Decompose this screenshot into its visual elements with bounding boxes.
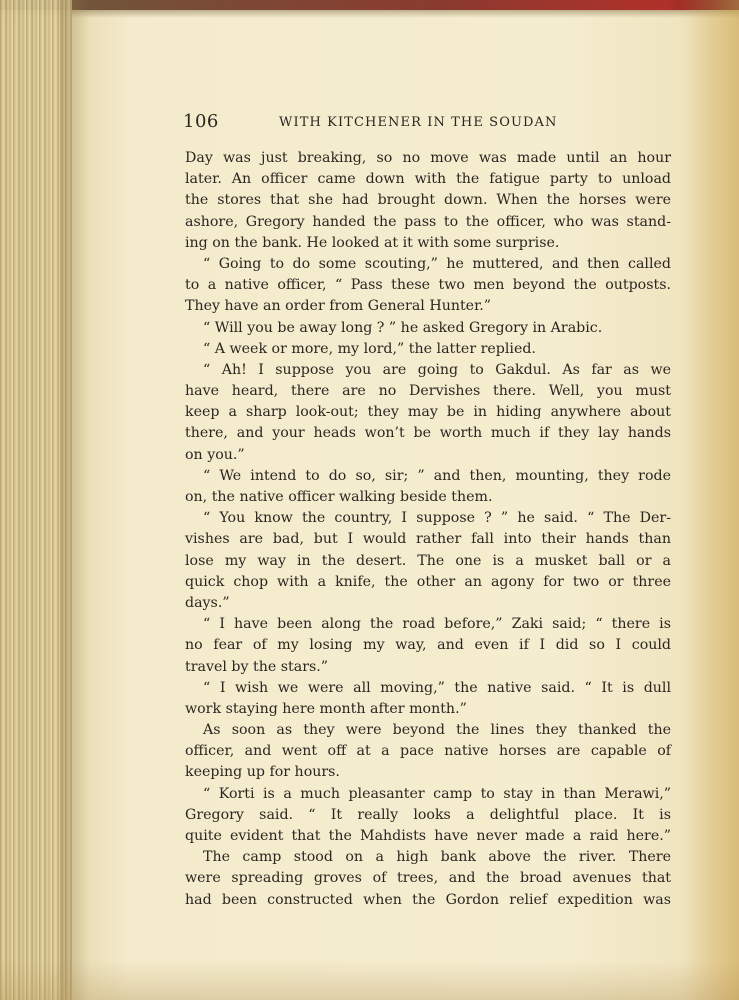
text-line: no fear of my losing my way, and even if I did so I could bbox=[185, 637, 671, 654]
text-line: days.” bbox=[185, 594, 230, 611]
text-line: travel by the stars.” bbox=[185, 658, 329, 675]
text-line: quick chop with a knife, the other an agony for two or three bbox=[185, 573, 671, 590]
text-line: The camp stood on a high bank above the river. There bbox=[203, 849, 671, 866]
text-line: “ I wish we were all moving,” the native said. “ It is dull bbox=[203, 679, 671, 696]
right-edge-shadow bbox=[679, 0, 739, 1000]
text-line: “ You know the country, I suppose ? ” he said. “ The Der- bbox=[203, 510, 671, 527]
text-line: quite evident that the Mahdists have never made a raid here.” bbox=[185, 828, 671, 844]
text-line: “ I have been along the road before,” Zaki said; “ there is bbox=[203, 616, 671, 633]
text-line: work staying here month after month.” bbox=[185, 700, 467, 717]
text-line: later. An officer came down with the fatigue party to unload bbox=[185, 171, 671, 188]
text-line: As soon as they were beyond the lines they thanked the bbox=[203, 722, 671, 739]
page-header bbox=[183, 111, 671, 135]
text-line: “ Will you be away long ? ” he asked Gregory in Arabic. bbox=[203, 319, 603, 336]
bottom-edge-shadow bbox=[0, 960, 739, 1000]
text-line: “ Ah! I suppose you are going to Gakdul. As far as we bbox=[203, 361, 671, 378]
text-line: “ We intend to do so, sir; ” and then, mounting, they rode bbox=[203, 467, 671, 484]
text-line: the stores that she had brought down. When the horses were bbox=[185, 192, 671, 209]
text-line: have heard, there are no Dervishes there. Well, you must bbox=[185, 383, 671, 400]
text-line: “ A week or more, my lord,” the latter replied. bbox=[203, 340, 536, 357]
text-line: had been constructed when the Gordon relief expedition was bbox=[185, 891, 671, 908]
text-line: on, the native officer walking beside them. bbox=[185, 489, 493, 505]
text-line: “ Going to do some scouting,” he muttered, and then called bbox=[203, 255, 671, 272]
text-line: ing on the bank. He looked at it with some surprise. bbox=[185, 234, 560, 251]
text-line: there, and your heads won’t be worth much if they lay hands bbox=[185, 425, 671, 442]
text-line: Day was just breaking, so no move was made until an hour bbox=[185, 150, 671, 166]
text-line: were spreading groves of trees, and the broad avenues that bbox=[185, 870, 671, 887]
text-line: officer, and went off at a pace native horses are capable of bbox=[185, 743, 671, 760]
gutter-shadow bbox=[60, 0, 90, 1000]
top-shadow bbox=[0, 10, 739, 18]
text-line: Gregory said. “ It really looks a delightful place. It is bbox=[185, 806, 671, 823]
text-line: on you.” bbox=[185, 446, 245, 463]
text-line: ashore, Gregory handed the pass to the officer, who was stand- bbox=[185, 213, 671, 230]
body-text bbox=[185, 148, 671, 911]
text-line: keep a sharp look-out; they may be in hiding anywhere about bbox=[185, 404, 671, 421]
text-line: They have an order from General Hunter.” bbox=[185, 298, 492, 315]
text-line: “ Korti is a much pleasanter camp to stay in than Merawi,” bbox=[203, 785, 671, 802]
text-line: lose my way in the desert. The one is a musket ball or a bbox=[185, 552, 671, 569]
page-number: 106 bbox=[183, 111, 219, 132]
text-line: vishes are bad, but I would rather fall into their hands than bbox=[185, 531, 671, 548]
text-line: keeping up for hours. bbox=[185, 764, 340, 781]
text-line: to a native officer, “ Pass these two men beyond the outposts. bbox=[185, 277, 671, 294]
book-top-edge bbox=[0, 0, 739, 10]
running-head: WITH KITCHENER IN THE SOUDAN bbox=[279, 115, 558, 130]
